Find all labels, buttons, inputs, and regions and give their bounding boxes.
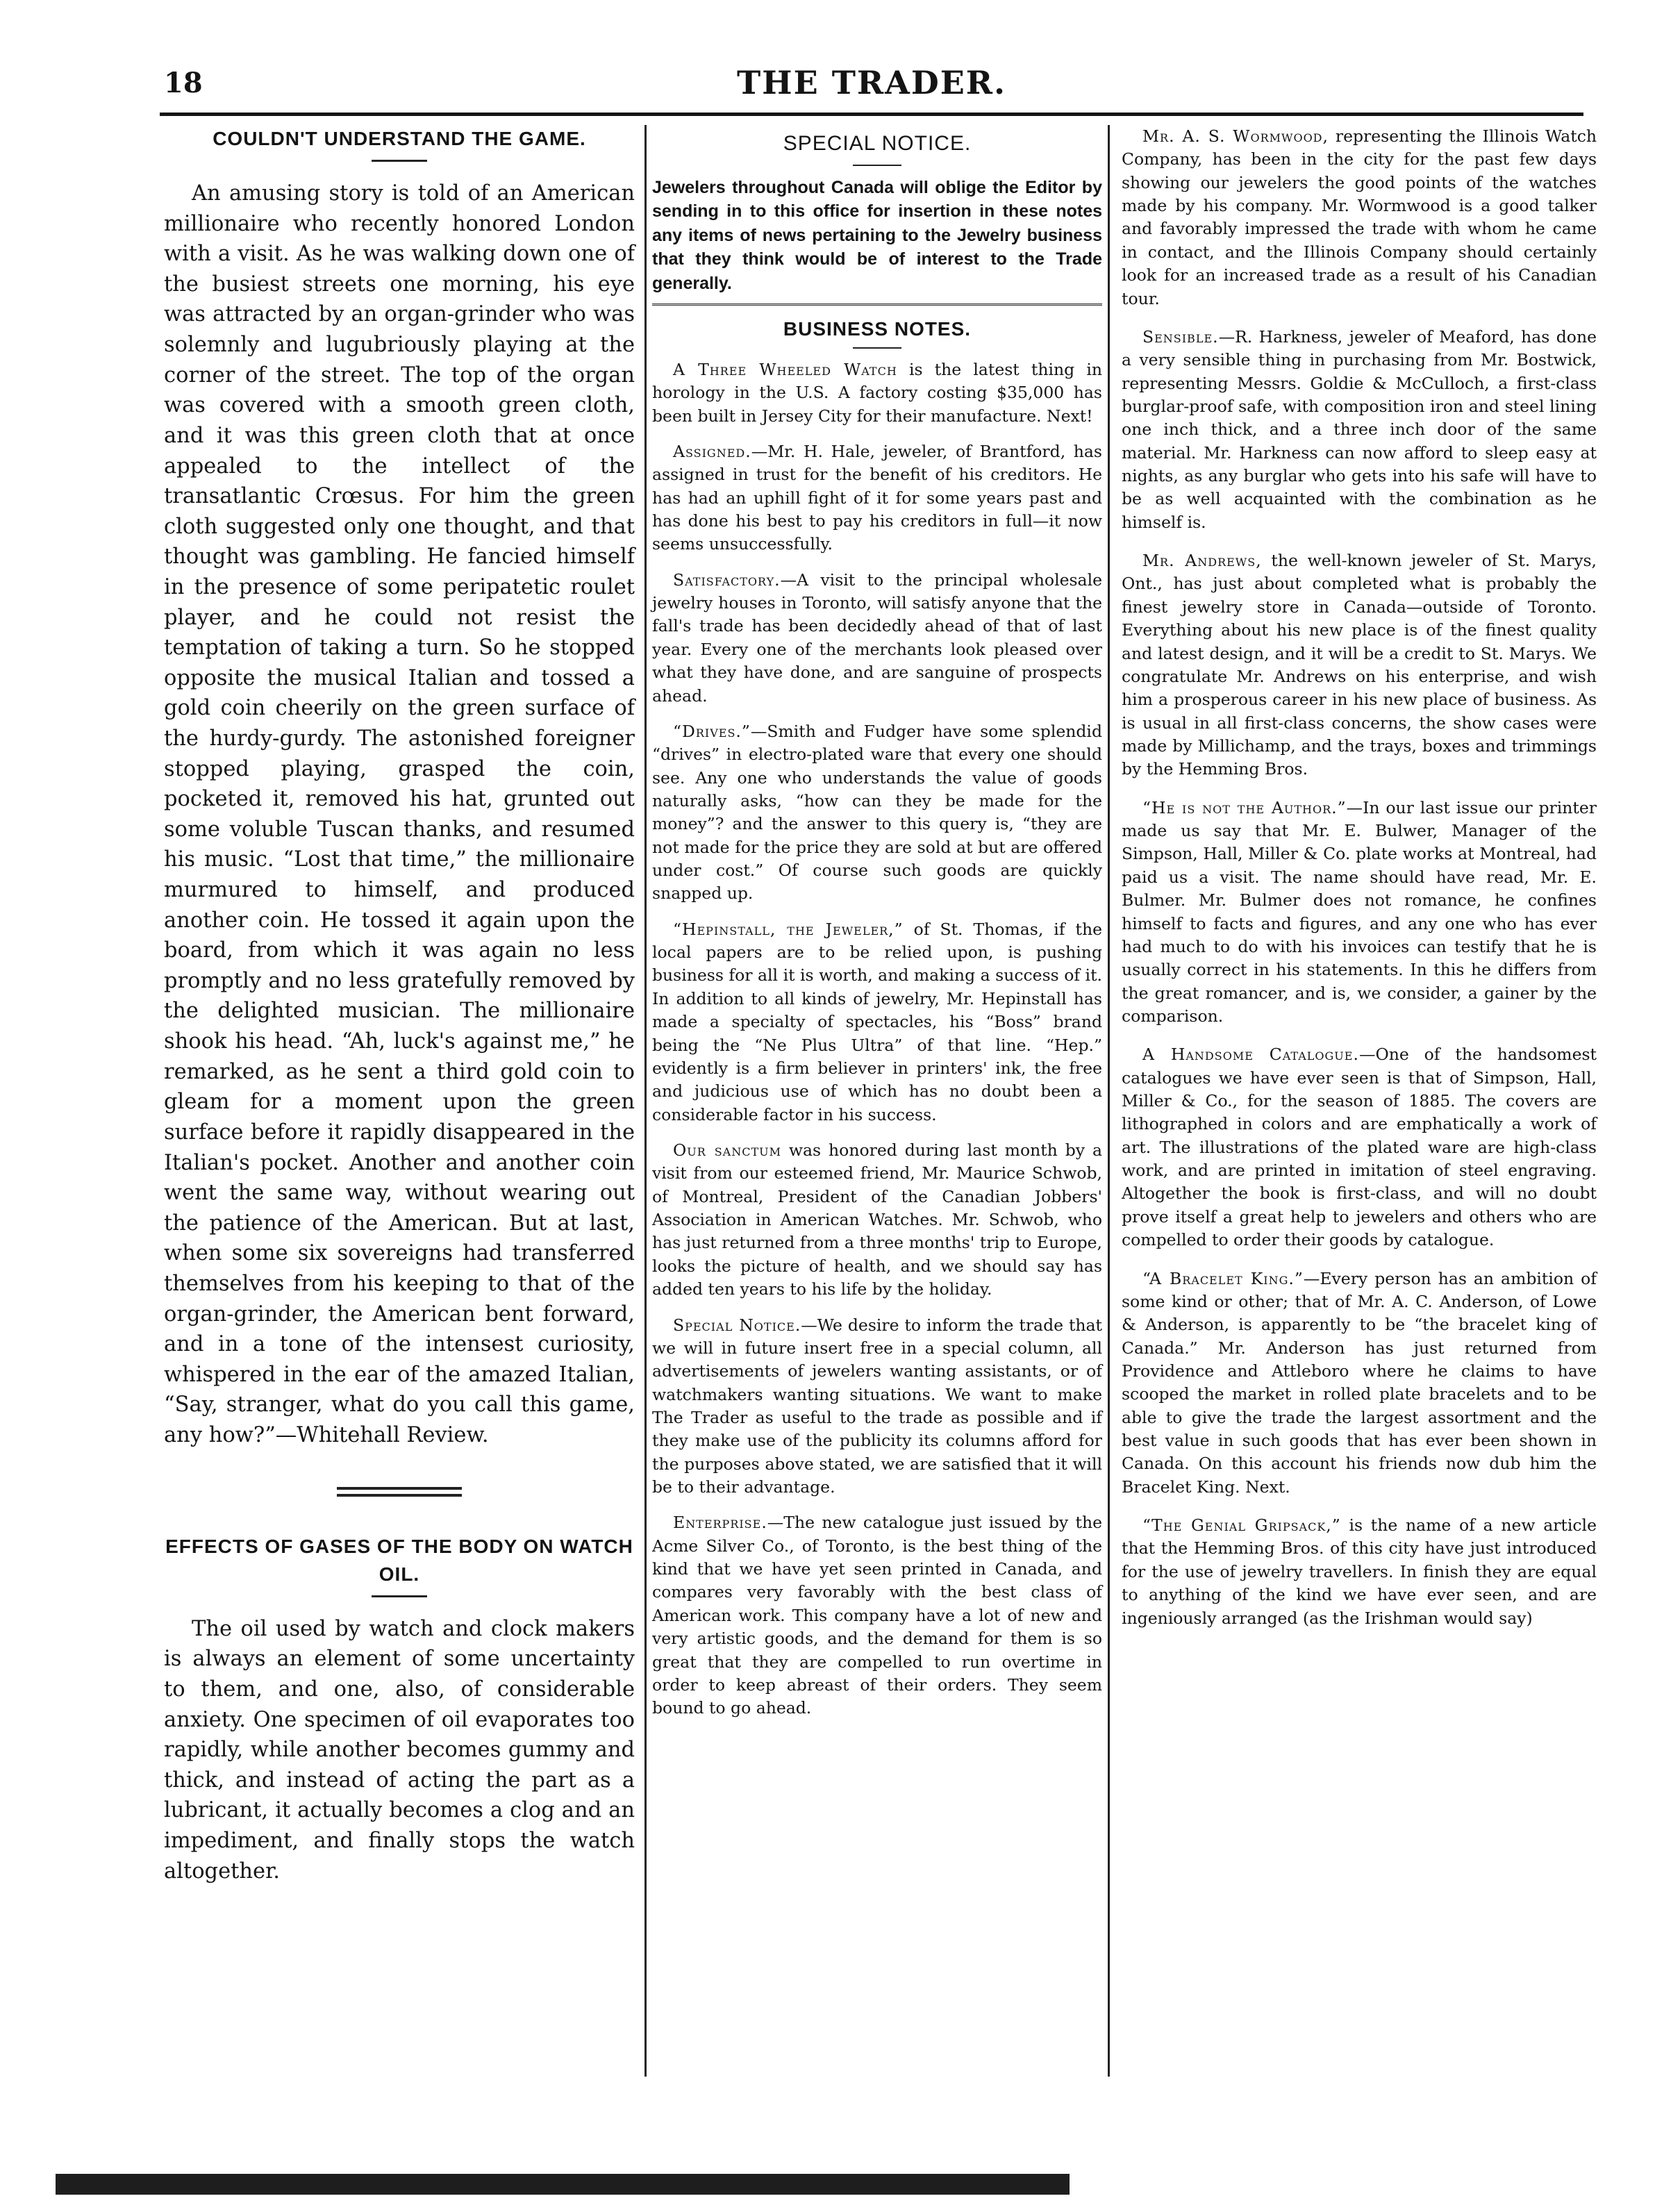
news-item-lead: “The Genial Gripsack,” bbox=[1142, 1515, 1341, 1536]
column-3-notes-list bbox=[1122, 125, 1597, 1630]
news-item bbox=[1122, 326, 1597, 534]
news-item-lead: A Handsome Catalogue. bbox=[1142, 1045, 1359, 1065]
page-header bbox=[160, 64, 1583, 131]
news-item-lead: “A Bracelet King.” bbox=[1142, 1268, 1304, 1288]
news-item bbox=[1122, 1267, 1597, 1499]
news-item-text: —A visit to the principal wholesale jewelry houses in Toronto, will satisfy anyone that the fall's trade has been decidedly ahead of that of last year. Every one of the merchants look pleased over what they have done, and are sanguine of prospects ahead. bbox=[652, 570, 1102, 706]
news-item bbox=[1122, 1043, 1597, 1252]
news-item-text: —R. Harkness, jeweler of Meaford, has done a very sensible thing in purchasing from Mr. Bostwick, representing Messrs. Goldie & McCulloch, a first-class burglar-proof safe, with composition iron and steel lining one inch thick, and a three inch door of the same material. Mr. Harkness can now afford to sleep easy at nights, as any burglar who gets into his safe will have to be as well acquainted with the combination as he himself is. bbox=[1122, 326, 1597, 532]
news-item-lead: Our sanctum bbox=[673, 1140, 782, 1160]
notice-body: Jewelers throughout Canada will oblige the Editor by sending in to this office for insertion in these notes any items of news pertaining to the Jewelry business that they think would be of interest to the Trade generally. bbox=[652, 177, 1102, 293]
notice-title: SPECIAL NOTICE. bbox=[783, 132, 972, 155]
news-item-text: —We desire to inform the trade that we will in future insert free in a special column, all advertisements of jewelers wanting assistants, or of watchmakers wanting situations. We want to make The Trader as useful to the trade as possible and if they make use of the publicity its columns afford for the purposes above stated, we are satisfied that it will be to their advantage. bbox=[652, 1315, 1102, 1497]
news-item bbox=[652, 1511, 1102, 1720]
news-item-lead: “Drives.” bbox=[673, 721, 751, 741]
news-item bbox=[1122, 549, 1597, 781]
news-item bbox=[1122, 797, 1597, 1029]
news-item-lead: Mr. A. S. Wormwood, bbox=[1142, 126, 1329, 146]
news-item-lead: Enterprise. bbox=[673, 1513, 767, 1533]
news-item bbox=[652, 1139, 1102, 1302]
news-item-text: —In our last issue our printer made us say that Mr. E. Bulwer, Manager of the Simpson, Hall, Miller & Co. plate works at Montreal, had paid us a visit. The name should have read, Mr. E. Bulmer. Mr. Bulmer does not romance, he confines himself to facts and figures, and any one who has ever had much to do with his invoices can testify that he is usually correct in his statements. In this he differs from the great romancer, and is, we consider, a gainer by the comparison. bbox=[1122, 797, 1597, 1026]
news-item-lead: Special Notice. bbox=[673, 1315, 801, 1335]
news-item-lead: Sensible. bbox=[1142, 326, 1219, 347]
news-item-lead: A Three Wheeled Watch bbox=[673, 359, 897, 379]
column-1 bbox=[160, 125, 639, 2118]
title-rule bbox=[372, 1595, 427, 1597]
news-item-text: is the name of a new article that the Hemming Bros. of this city have just introduced for the use of jewelry travellers. In finish they are equal to anything of the kind we have ever seen, and are ingeniously arranged (as the Irishman would say) bbox=[1122, 1515, 1597, 1628]
news-item-text: —Smith and Fudger have some splendid “drives” in electro-plated ware that every one should see. Any one who understands the value of goods naturally asks, “how can they be made for the money”? and the answer to this query is, “they are not made for the price they are sold at but are offered under cost.” Of course such goods are quickly snapped up. bbox=[652, 721, 1102, 904]
news-item bbox=[652, 720, 1102, 906]
article-title: COULDN'T UNDERSTAND THE GAME. bbox=[213, 128, 586, 149]
news-item-lead: “He is not the Author.” bbox=[1142, 797, 1347, 817]
news-item-text: of St. Thomas, if the local papers are to be relied upon, is pushing business for all it is worth, and making a success of it. In addition to all kinds of jewelry, Mr. Hepinstall has made a specialty of spectacles, his “Boss” brand being the “Ne Plus Ultra” of that line. “Hep.” evidently is a firm believer in printers' ink, the free and judicious use of which has no doubt been a considerable factor in his success. bbox=[652, 919, 1102, 1124]
news-item-text: —Every person has an ambition of some kind or other; that of Mr. A. C. Anderson, of Lowe & Anderson, is apparently to be “the bracelet king of Canada.” Mr. Anderson has just returned from Providence and Attleboro where he claims to have scooped the market in rolled plate bracelets and to be able to give the trade the largest assortment and the best value in such goods that has ever been shown in Canada. On this account his friends now dub him the Bracelet King. Next. bbox=[1122, 1268, 1597, 1497]
article-paragraph: The oil used by watch and clock makers is always an element of some uncertainty to them, and one, also, of considerable anxiety. One specimen of oil evaporates too rapidly, while another becomes gummy and thick, and instead of acting the part as a lubricant, it actually becomes a clog and an impediment, and finally stops the watch altogether. bbox=[164, 1616, 635, 1884]
news-item bbox=[652, 918, 1102, 1127]
special-notice-box bbox=[652, 129, 1102, 306]
news-item-text: —Mr. H. Hale, jeweler, of Brantford, has assigned in trust for the benefit of his creditors. He has had an uphill fight of it for some years past and has done his best to pay his creditors in full—it now seems unsuccessfully. bbox=[652, 441, 1102, 554]
news-item bbox=[652, 1314, 1102, 1499]
news-item bbox=[652, 569, 1102, 708]
news-item-text: is the latest thing in horology in the U.S. A factory costing $35,000 has been built in Jersey City for their manufacture. Next! bbox=[652, 359, 1103, 426]
news-item bbox=[1122, 125, 1597, 310]
news-item-text: —One of the handsomest catalogues we have ever seen is that of Simpson, Hall, Miller & Co., for the season of 1885. The covers are lithographed in colors and are emphatically a work of art. The illustrations of the plated ware are high-class work, and are printed in imitation of steel engraving. Altogether the book is first-class, and will no doubt prove itself a great help to jewelers and others who are compelled to order their goods by catalogue. bbox=[1122, 1045, 1597, 1250]
section-divider bbox=[337, 1487, 462, 1497]
title-rule bbox=[372, 160, 427, 162]
title-rule bbox=[853, 165, 901, 166]
news-item-lead: Mr. Andrews, bbox=[1142, 551, 1262, 571]
article-paragraph: An amusing story is told of an American millionaire who recently honored London with a visit. As he was walking down one of the busiest streets one morning, his eye was attracted by an organ-grinder who was solemnly and lugubriously playing at the corner of the street. The top of the organ was covered with a smooth green cloth, and it was this green cloth that at once appealed to the intellect of the transatlantic Crœsus. For him the green cloth suggested only one thought, and that thought was gambling. He fancied himself in the presence of some peripatetic roulet player, and he could not resist the temptation of taking a turn. So he stopped opposite the musical Italian and tossed a gold coin cheerily on the green surface of the hurdy-gurdy. The astonished foreigner stopped playing, grasped the coin, pocketed it, removed his hat, grunted out some voluble Tuscan thanks, and resumed his music. “Lost that time,” the millionaire murmured to himself, and produced another coin. He tossed it again upon the board, from which it was again no less promptly and no less gratefully removed by the delighted musician. The millionaire shook his head. “Ah, luck's against me,” he remarked, as he sent a third gold coin to gleam for a moment upon the green surface before it rapidly disappeared in the Italian's pocket. Another and another coin went the same way, without wearing out the patience of the American. But at last, when some six sovereigns had transferred themselves from his keeping to that of the organ-grinder, the American bent forward, and in a tone of the intensest curiosity, whispered in the ear of the amazed Italian, “Say, stranger, what do you call this game, any how?”—Whitehall Review. bbox=[164, 181, 635, 1448]
news-item-text: —The new catalogue just issued by the Acme Silver Co., of Toronto, is the best thing of the kind that we have yet seen printed in Canada, and compares very favorably with the best class of American work. This company have a lot of new and very artistic goods, and the demand for them is so great that they are compelled to run overtime in order to keep abreast of their orders. They seem bound to go ahead. bbox=[652, 1513, 1102, 1718]
article-title: EFFECTS OF GASES OF THE BODY ON WATCH OIL. bbox=[165, 1535, 633, 1585]
news-item bbox=[1122, 1514, 1597, 1630]
news-item-lead: Satisfactory. bbox=[673, 570, 781, 590]
column-2 bbox=[644, 125, 1110, 2077]
torn-edge-strip bbox=[56, 2174, 1070, 2195]
page-number: 18 bbox=[164, 67, 203, 99]
title-rule bbox=[853, 347, 901, 349]
news-item-text: was honored during last month by a visit from our esteemed friend, Mr. Maurice Schwob, of Montreal, President of the Canadian Jobbers' Association in American Watches. Mr. Schwob, who has just returned from a three months' trip to Europe, looks the picture of health, and we should say has added ten years to his life by the holiday. bbox=[652, 1140, 1102, 1299]
news-item-lead: Assigned. bbox=[673, 441, 751, 461]
news-item-text: representing the Illinois Watch Company, has been in the city for the past few days showing our jewelers the good points of the watches made by his company. Mr. Wormwood is a good talker and favorably impressed the trade with whom he came in contact, and the Illinois Company should certainly look for an increased trade as a result of his Canadian tour. bbox=[1122, 126, 1597, 308]
running-head-title: THE TRADER. bbox=[736, 64, 1007, 101]
column-3 bbox=[1115, 125, 1601, 2084]
business-notes-title: BUSINESS NOTES. bbox=[783, 318, 972, 340]
news-item bbox=[652, 440, 1102, 556]
header-rule bbox=[160, 113, 1583, 116]
news-item-text: the well-known jeweler of St. Marys, Ont., has just about completed what is probably the finest jewelry store in Canada—outside of Toronto. Everything about his new place is of the finest quality and latest design, and it will be a credit to St. Marys. We congratulate Mr. Andrews on his enterprise, and wish him a prosperous career in his new place of business. As is usual in all first-class concerns, the show cases were made by Millichamp, and the trays, boxes and trimmings by the Hemming Bros. bbox=[1122, 551, 1597, 779]
business-notes-list bbox=[652, 358, 1102, 1720]
news-item-lead: “Hepinstall, the Jeweler,” bbox=[673, 919, 904, 939]
news-item bbox=[652, 358, 1102, 428]
